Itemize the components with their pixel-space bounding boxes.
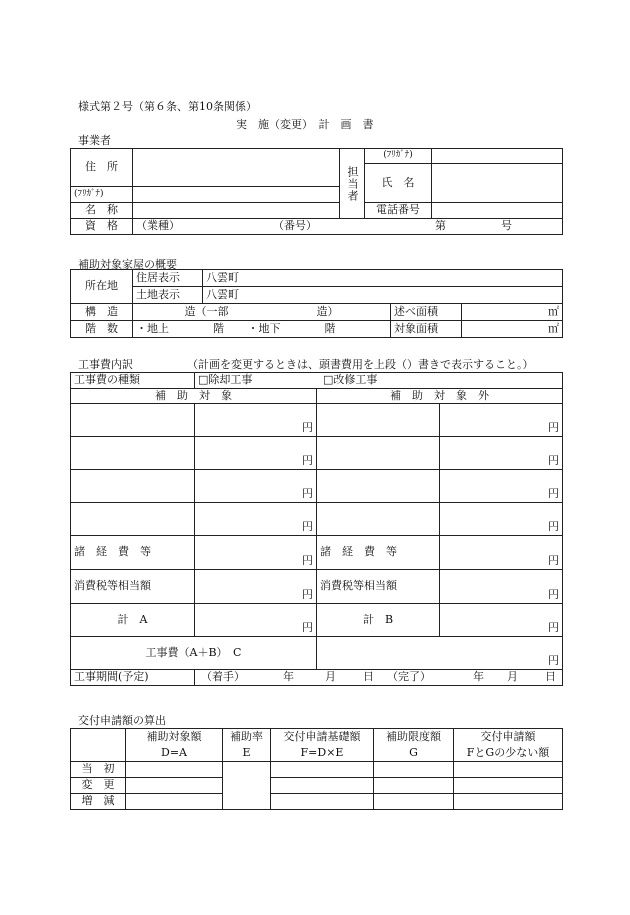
type-label: 工事費の種類 <box>71 373 195 389</box>
header-d-line1: 補助対象額 <box>126 729 223 745</box>
non-target-tax-amount[interactable]: 円 <box>440 570 563 604</box>
structure-value[interactable]: 造（一部 造） <box>133 304 391 321</box>
start-year: 年 <box>283 670 294 683</box>
application-corner <box>71 729 126 762</box>
floors-above: ・地上 階 <box>136 321 224 335</box>
initial-f[interactable] <box>271 762 374 778</box>
address-label: 住 所 <box>71 149 133 187</box>
row-initial-label: 当 初 <box>71 762 126 778</box>
phone-field[interactable] <box>432 203 563 219</box>
total-c-label: 工事費（A＋B） C <box>71 637 317 670</box>
target-area-field[interactable] <box>462 321 563 338</box>
contact-label: 担当者 <box>340 149 365 219</box>
contact-name-field[interactable] <box>432 164 563 203</box>
name-field[interactable] <box>133 203 340 219</box>
floors-label: 階 数 <box>71 321 133 338</box>
target-amount-4[interactable]: 円 <box>195 503 317 536</box>
change-f[interactable] <box>271 778 374 794</box>
location-label: 所在地 <box>71 270 133 304</box>
dai-label: 第 <box>435 219 446 232</box>
target-misc-amount[interactable]: 円 <box>195 536 317 570</box>
row-change-label: 変 更 <box>71 778 126 794</box>
target-tax-label: 消費税等相当額 <box>71 570 195 604</box>
start-day: 日 <box>363 670 374 683</box>
end-month: 月 <box>507 670 518 683</box>
diff-f[interactable] <box>271 794 374 810</box>
option-demolition[interactable]: □除却工事 <box>198 373 253 387</box>
end-label: （完了） <box>387 670 431 683</box>
subsidy-target-header: 補 助 対 象 <box>71 389 317 404</box>
land-label: 土地表示 <box>133 287 203 304</box>
house-section-title: 補助対象家屋の概要 <box>78 258 177 271</box>
target-item-1[interactable] <box>71 404 195 437</box>
header-g-line2: G <box>374 745 454 762</box>
end-year: 年 <box>473 670 484 683</box>
phone-label: 電話番号 <box>365 203 432 219</box>
target-amount-1[interactable]: 円 <box>195 404 317 437</box>
target-amount-3[interactable]: 円 <box>195 470 317 503</box>
non-target-tax-label: 消費税等相当額 <box>317 570 440 604</box>
non-target-amount-4[interactable]: 円 <box>440 503 563 536</box>
name-label: 名 称 <box>71 203 133 219</box>
residence-value[interactable]: 八雲町 <box>203 270 563 287</box>
qualification-field[interactable] <box>133 219 563 235</box>
industry-label: （業種） <box>136 219 180 233</box>
form-id: 様式第２号（第６条、第10条関係） <box>78 100 257 113</box>
application-section-title: 交付申請額の算出 <box>78 714 166 727</box>
contact-furigana-label: (ﾌﾘｶﾞﾅ) <box>365 149 432 164</box>
name-furigana-label: (ﾌﾘｶﾞﾅ) <box>71 187 133 203</box>
diff-h[interactable] <box>454 794 563 810</box>
header-e-line2: E <box>223 745 271 762</box>
change-d[interactable] <box>126 778 223 794</box>
house-table <box>70 269 563 338</box>
total-c-amount[interactable]: 円 <box>317 637 563 670</box>
contact-name-label: 氏 名 <box>365 164 432 203</box>
diff-g[interactable] <box>374 794 454 810</box>
floors-field[interactable] <box>133 321 391 338</box>
residence-label: 住居表示 <box>133 270 203 287</box>
start-label: （着手） <box>201 670 245 683</box>
total-a-label: 計 A <box>71 604 195 637</box>
land-value[interactable]: 八雲町 <box>203 287 563 304</box>
total-b-label: 計 B <box>317 604 440 637</box>
floor-area-unit: ㎡ <box>548 304 560 318</box>
non-target-amount-2[interactable]: 円 <box>440 437 563 470</box>
initial-h[interactable] <box>454 762 563 778</box>
header-f-line1: 交付申請基礎額 <box>271 729 374 745</box>
non-target-item-2[interactable] <box>317 437 440 470</box>
change-g[interactable] <box>374 778 454 794</box>
work-section-title: 工事費内訳 <box>78 358 133 371</box>
target-misc-label: 諸 経 費 等 <box>71 536 195 570</box>
diff-d[interactable] <box>126 794 223 810</box>
option-repair[interactable]: □改修工事 <box>323 373 378 386</box>
non-target-misc-amount[interactable]: 円 <box>440 536 563 570</box>
floor-area-field[interactable] <box>462 304 563 321</box>
application-table <box>70 728 563 810</box>
structure-label: 構 造 <box>71 304 133 321</box>
type-options <box>195 373 563 389</box>
target-tax-amount[interactable]: 円 <box>195 570 317 604</box>
target-amount-2[interactable]: 円 <box>195 437 317 470</box>
header-g-line1: 補助限度額 <box>374 729 454 745</box>
subsidy-non-target-header: 補 助 対 象 外 <box>317 389 563 404</box>
non-target-amount-3[interactable]: 円 <box>440 470 563 503</box>
rate-e[interactable] <box>223 762 271 810</box>
target-item-4[interactable] <box>71 503 195 536</box>
end-day: 日 <box>545 670 556 683</box>
non-target-item-4[interactable] <box>317 503 440 536</box>
floors-below: ・地下 階 <box>247 321 336 335</box>
header-h-line2: FとGの少ない額 <box>454 745 563 762</box>
header-e-line1: 補助率 <box>223 729 271 745</box>
floor-area-label: 述べ面積 <box>391 304 462 321</box>
name-furigana-field[interactable] <box>133 187 340 203</box>
operator-table <box>70 148 563 235</box>
non-target-misc-label: 諸 経 費 等 <box>317 536 440 570</box>
non-target-amount-1[interactable]: 円 <box>440 404 563 437</box>
target-item-3[interactable] <box>71 470 195 503</box>
header-f-line2: F=D×E <box>271 745 374 762</box>
period-field[interactable] <box>195 670 563 686</box>
target-area-label: 対象面積 <box>391 321 462 338</box>
period-label: 工事期間(予定) <box>71 670 195 686</box>
header-h-line1: 交付申請額 <box>454 729 563 745</box>
total-a-amount[interactable]: 円 <box>195 604 317 637</box>
initial-d[interactable] <box>126 762 223 778</box>
target-area-unit: ㎡ <box>548 321 560 335</box>
change-h[interactable] <box>454 778 563 794</box>
header-d-line2: D=A <box>126 745 223 762</box>
address-field[interactable] <box>133 149 340 187</box>
contact-furigana-field[interactable] <box>432 149 563 164</box>
work-note: （計画を変更するときは、頭書費用を上段（）書きで表示すること。） <box>187 358 534 371</box>
work-table <box>70 372 563 686</box>
number-label: （番号） <box>273 219 317 232</box>
non-target-item-1[interactable] <box>317 404 440 437</box>
start-month: 月 <box>325 670 336 683</box>
total-b-amount[interactable]: 円 <box>440 604 563 637</box>
qualification-label: 資 格 <box>71 219 133 235</box>
operator-section-title: 事業者 <box>78 134 111 147</box>
non-target-item-3[interactable] <box>317 470 440 503</box>
form-title: 実 施（変更） 計 画 書 <box>236 118 374 131</box>
initial-g[interactable] <box>374 762 454 778</box>
target-item-2[interactable] <box>71 437 195 470</box>
row-diff-label: 増 減 <box>71 794 126 810</box>
go-label: 号 <box>501 219 512 232</box>
